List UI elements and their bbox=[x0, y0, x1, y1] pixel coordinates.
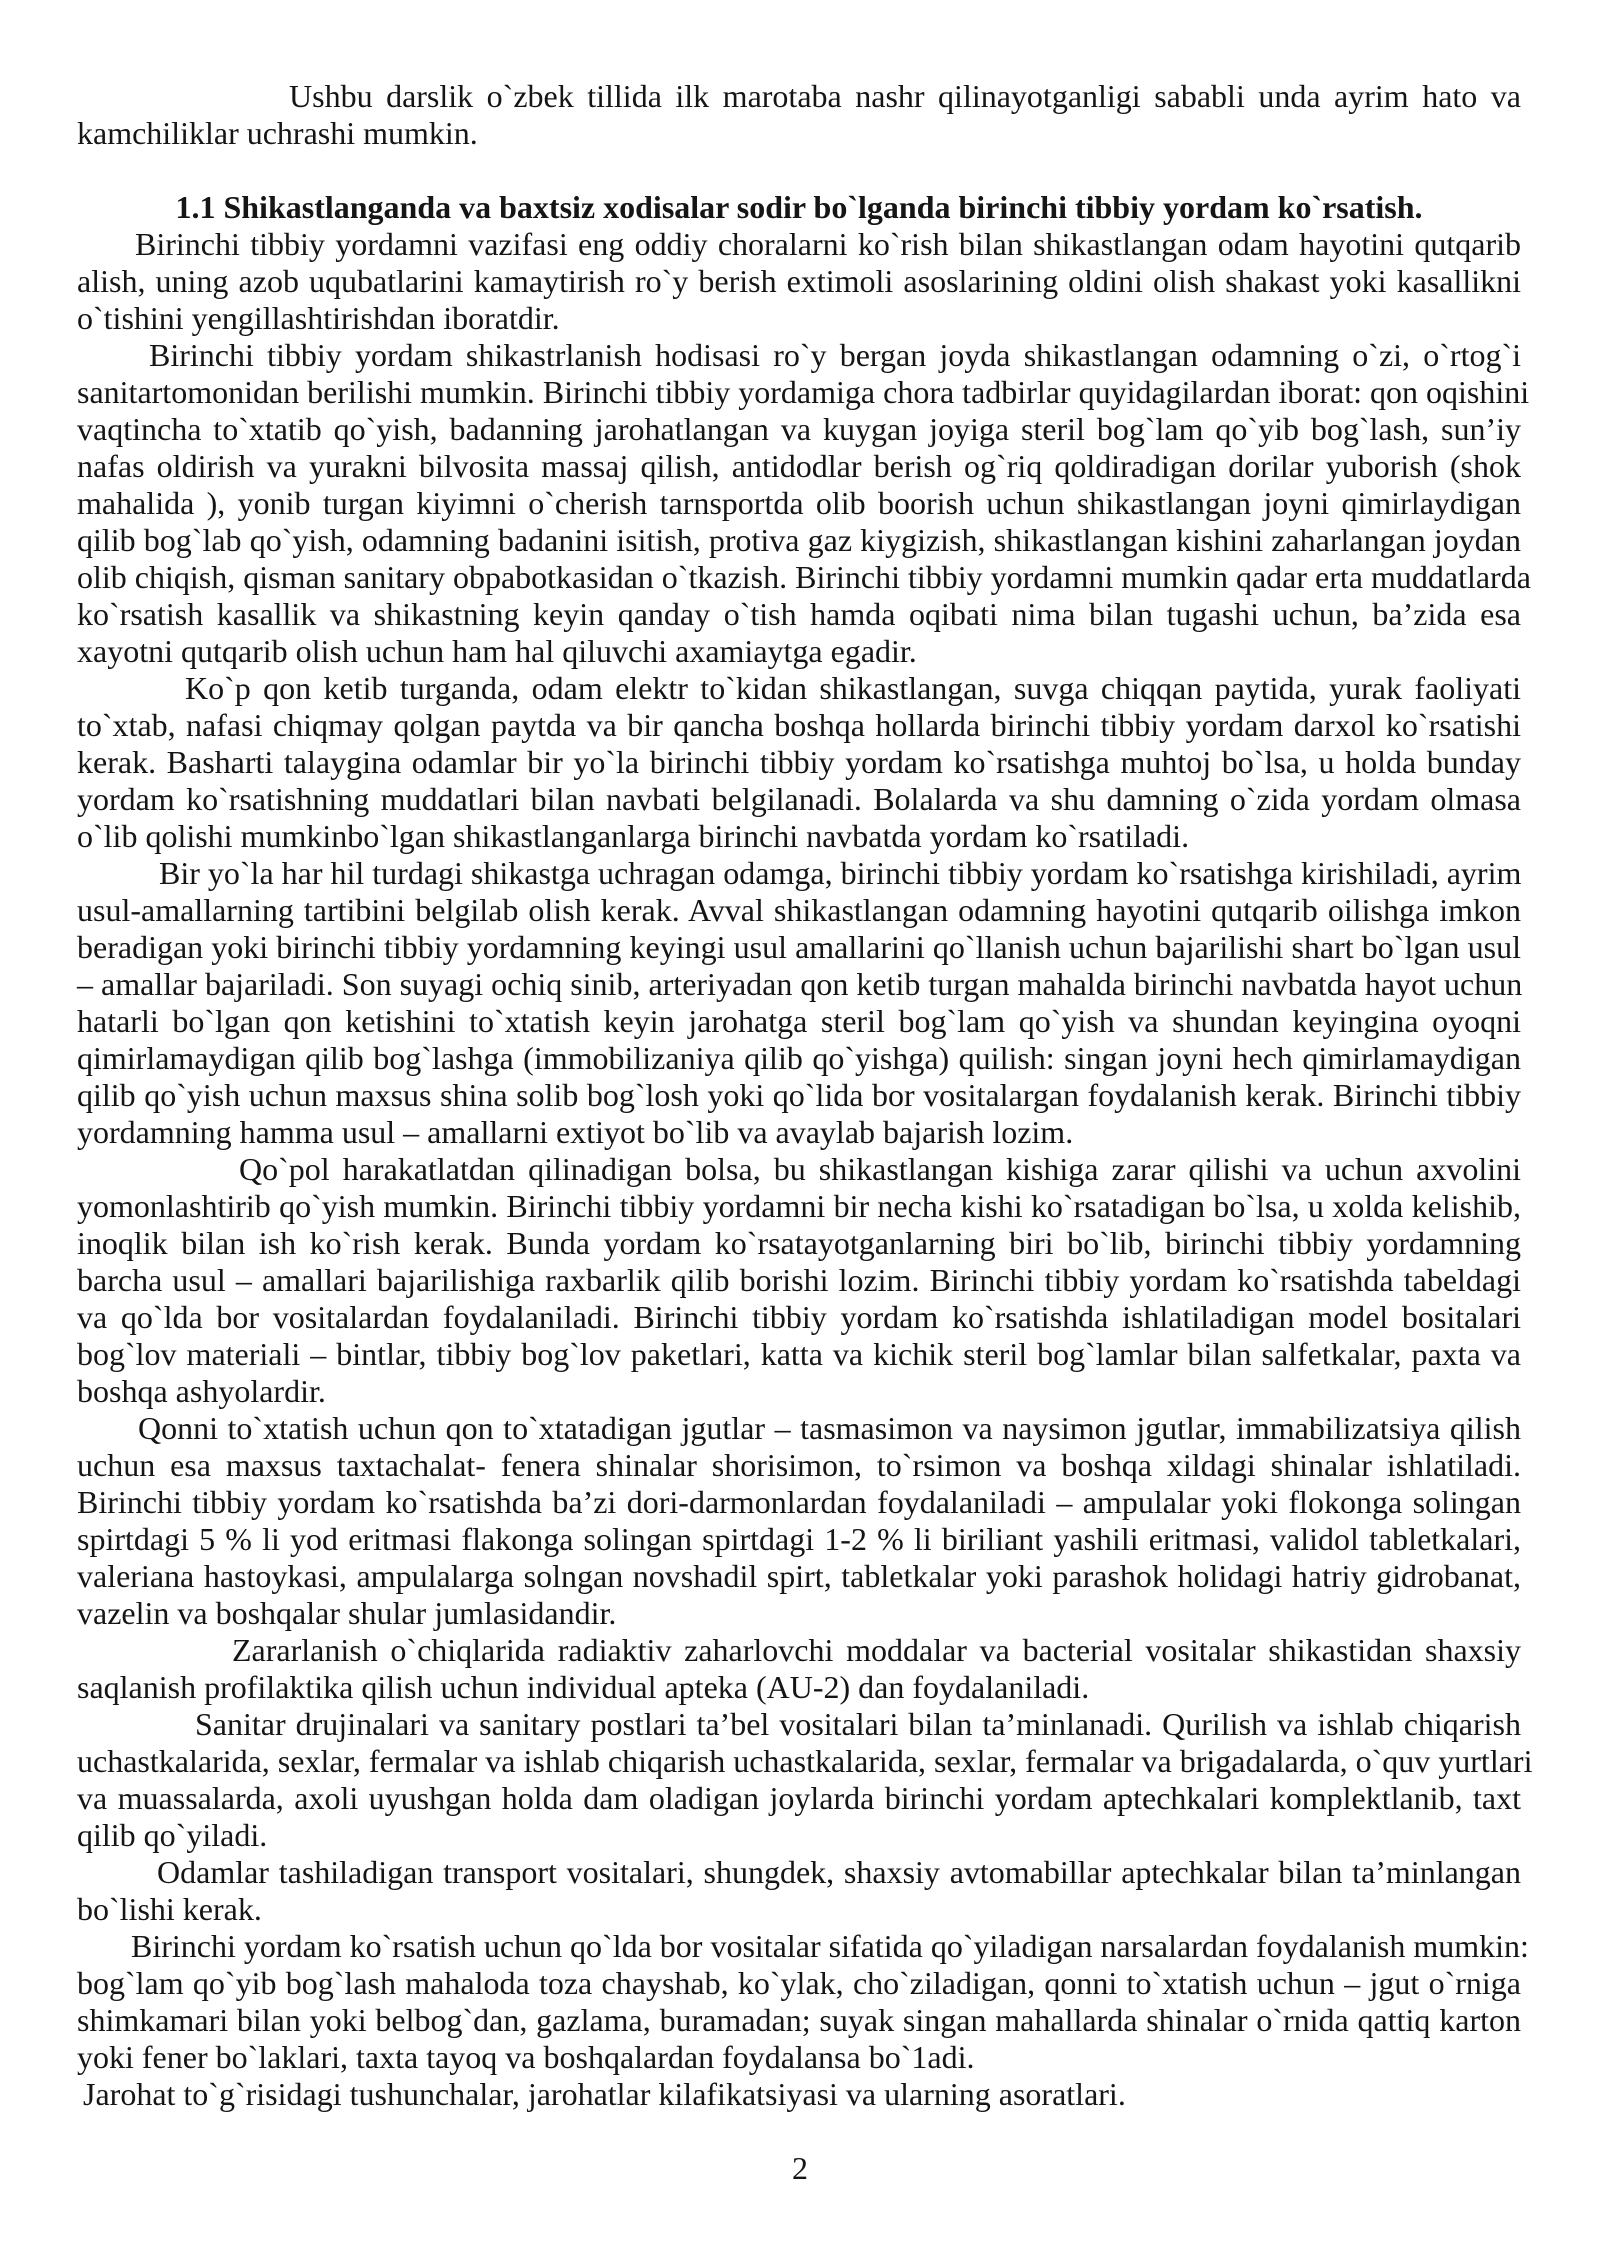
text-line: Ko`p qon ketib turganda, odam elektr to`kidan shikastlangan, suvga chiqqan paytida, yurak faoliyati bbox=[185, 670, 1521, 706]
text-line: Qonni to`xtatish uchun qon to`xtatadigan jgutlar – tasmasimon va naysimon jgutlar, immabilizatsiya qilish bbox=[138, 1410, 1521, 1446]
paragraph bbox=[77, 670, 1521, 855]
page-body bbox=[77, 78, 1533, 2113]
intro-note bbox=[77, 78, 1521, 152]
blank-line bbox=[77, 152, 1521, 189]
text-line: Sanitar drujinalari va sanitary postlari ta’bel vositalari bilan ta’minlanadi. Qurilish va ishlab chiqarish bbox=[195, 1706, 1521, 1742]
text-line: ko`rsatish kasallik va shikastning keyin qanday o`tish hamda oqibati nima bilan tugashi uchun, ba’zida esa bbox=[77, 596, 1521, 632]
paragraph bbox=[77, 1854, 1521, 1928]
text-line: Bir yo`la har hil turdagi shikastga uchragan odamga, birinchi tibbiy yordam ko`rsatishga kirishiladi, ayrim bbox=[159, 855, 1522, 891]
text-line: beradigan yoki birinchi tibbiy yordamning keyingi usul amallarini qo`llanish uchun bajarilishi shart bo`lgan usul bbox=[77, 929, 1521, 965]
text-line: Birinchi tibbiy yordam shikastrlanish hodisasi ro`y bergan joyda shikastlangan odamning o`zi, o`rtog`i bbox=[149, 337, 1521, 373]
text-line: bog`lam qo`yib bog`lash mahaloda toza chayshab, ko`ylak, cho`ziladigan, qonni to`xtatish uchun – jgut o`rniga bbox=[77, 1965, 1521, 2001]
text-line: – amallar bajariladi. Son suyagi ochiq sinib, arteriyadan qon ketib turgan mahalda birinchi navbatda hayot uchun bbox=[77, 966, 1523, 1002]
text-line: usul-amallarning tartibini belgilab olish kerak. Avval shikastlangan odamning hayotini qutqarib oilishga imkon bbox=[77, 892, 1521, 928]
text-line: vaqtincha to`xtatib qo`yish, badanning jarohatlangan va kuygan joyiga steril bog`lam qo`yib bog`lash, sun’iy bbox=[77, 411, 1521, 447]
text-line: Odamlar tashiladigan transport vositalari, shungdek, shaxsiy avtomabillar aptechkalar bilan ta’minlangan bbox=[157, 1854, 1521, 1890]
text-line: Qo`pol harakatlatdan qilinadigan bolsa, bu shikastlangan kishiga zarar qilishi va uchun axvolini bbox=[239, 1151, 1521, 1187]
text-line: xayotni qutqarib olish uchun ham hal qiluvchi axamiaytga egadir. bbox=[77, 633, 917, 669]
text-line: nafas oldirish va yurakni bilvosita massaj qilish, antidodlar berish og`riq qoldiradigan dorilar yuborish (shok bbox=[77, 448, 1521, 484]
text-line: spirtdagi 5 % li yod eritmasi flakonga solingan spirtdagi 1-2 % li biriliant yashili eritmasi, validol tabletkalari, bbox=[77, 1521, 1521, 1557]
text-line: valeriana hastoykasi, ampulalarga solngan novshadil spirt, tabletkalar yoki parashok holidagi hatriy gidrobanat, bbox=[77, 1558, 1521, 1594]
paragraph bbox=[77, 1632, 1521, 1706]
text-line: o`lib qolishi mumkinbo`lgan shikastlanganlarga birinchi navbatda yordam ko`rsatiladi. bbox=[77, 818, 1190, 854]
paragraph bbox=[77, 2076, 1521, 2113]
paragraph bbox=[77, 1151, 1521, 1410]
text-line: va muassalarda, axoli uyushgan holda dam oladigan joylarda birinchi yordam aptechkalari komplektlanib, taxt bbox=[77, 1780, 1521, 1816]
text-line: olib chiqish, qisman sanitary obpabotkasidan o`tkazish. Birinchi tibbiy yordamni mumkin qadar erta muddatlarda bbox=[77, 559, 1531, 595]
text-line: Birinchi tibbiy yordamni vazifasi eng oddiy choralarni ko`rish bilan shikastlangan odam hayotini qutqarib bbox=[135, 226, 1521, 262]
text-line: saqlanish profilaktika qilish uchun individual apteka (AU-2) dan foydalaniladi. bbox=[77, 1669, 1090, 1705]
paragraph bbox=[77, 855, 1521, 1151]
text-line: Zararlanish o`chiqlarida radiaktiv zaharlovchi moddalar va bacterial vositalar shikastidan shaxsiy bbox=[232, 1632, 1521, 1668]
page-number: 2 bbox=[792, 2150, 808, 2186]
text-line: uchastkalarida, sexlar, fermalar va ishlab chiqarish uchastkalarida, sexlar, fermalar va brigadalarda, o`quv yurtlari bbox=[77, 1743, 1533, 1779]
text-line: kerak. Basharti talaygina odamlar bir yo`la birinchi tibbiy yordam ko`rsatishga muhtoj bo`lsa, u holda bunday bbox=[77, 744, 1521, 780]
text-line: yordam ko`rsatishning muddatlari bilan navbati belgilanadi. Bolalarda va shu damning o`zida yordam olmasa bbox=[77, 781, 1521, 817]
text-line: qilib qo`yish uchun maxsus shina solib bog`losh yoki qo`lida bor vositalargan foydalanish kerak. Birinchi tibbiy bbox=[77, 1077, 1521, 1113]
text-line: barcha usul – amallari bajarilishiga raxbarlik qilib borishi lozim. Birinchi tibbiy yordam ko`rsatishda tabeldagi bbox=[77, 1262, 1521, 1298]
paragraph bbox=[77, 337, 1531, 670]
text-line: boshqa ashyolardir. bbox=[77, 1373, 326, 1409]
text-line: va qo`lda bor vositalardan foydalaniladi. Birinchi tibbiy yordam ko`rsatishda ishlatiladigan model bositalari bbox=[77, 1299, 1521, 1335]
text-line: yoki fener bo`laklari, taxta tayoq va boshqalardan foydalansa bo`1adi. bbox=[77, 2039, 975, 2075]
text-line: Birinchi yordam ko`rsatish uchun qo`lda bor vositalar sifatida qo`yiladigan narsalardan foydalanish mumkin: bbox=[131, 1928, 1529, 1964]
paragraph bbox=[77, 1410, 1521, 1632]
paragraph bbox=[77, 1928, 1529, 2076]
paragraph bbox=[77, 1706, 1533, 1854]
text-line: alish, uning azob uqubatlarini kamaytirish ro`y berish extimoli asoslarining oldini olish shakast yoki kasallikni bbox=[77, 263, 1521, 299]
text-line: Birinchi tibbiy yordam ko`rsatishda ba’zi dori-darmonlardan foydalaniladi – ampulalar yoki flokonga solingan bbox=[77, 1484, 1521, 1520]
text-line: qilib qo`yiladi. bbox=[77, 1817, 268, 1853]
text-line: Jarohat to`g`risidagi tushunchalar, jarohatlar kilafikatsiyasi va ularning asoratlari. bbox=[83, 2076, 1126, 2112]
section-heading: 1.1 Shikastlanganda va baxtsiz xodisalar sodir bo`lganda birinchi tibbiy yordam ko`rsatish. bbox=[175, 189, 1423, 225]
text-line: mahalida ), yonib turgan kiyimni o`cherish tarnsportda olib boorish uchun shikastlangan joyni qimirlaydigan bbox=[77, 485, 1521, 521]
text-line: vazelin va boshqalar shular jumlasidandir. bbox=[77, 1595, 617, 1631]
text-line: bo`lishi kerak. bbox=[77, 1891, 262, 1927]
text-line: sanitartomonidan berilishi mumkin. Birinchi tibbiy yordamiga chora tadbirlar quyidagilardan iborat: qon oqishini bbox=[77, 374, 1530, 410]
text-line: kamchiliklar uchrashi mumkin. bbox=[77, 115, 478, 151]
text-line: qilib bog`lab qo`yish, odamning badanini isitish, protiva gaz kiygizish, shikastlangan kishini zaharlangan joydan bbox=[77, 522, 1521, 558]
text-line: hatarli bo`lgan qon ketishini to`xtatish keyin jarohatga steril bog`lam qo`yish va shundan keyingina oyoqni bbox=[77, 1003, 1521, 1039]
text-line: qimirlamaydigan qilib bog`lashga (immobilizaniya qilib qo`yishga) quilish: singan joyni hech qimirlamaydigan bbox=[77, 1040, 1521, 1076]
text-line: bog`lov materiali – bintlar, tibbiy bog`lov paketlari, katta va kichik steril bog`lamlar bilan salfetkalar, paxta va bbox=[77, 1336, 1521, 1372]
text-line: shimkamari bilan yoki belbog`dan, gazlama, buramadan; suyak singan mahallarda shinalar o`rnida qattiq karton bbox=[77, 2002, 1521, 2038]
text-line: yordamning hamma usul – amallarni extiyot bo`lib va avaylab bajarish lozim. bbox=[77, 1114, 1074, 1150]
paragraph bbox=[77, 226, 1521, 337]
text-line: yomonlashtirib qo`yish mumkin. Birinchi tibbiy yordamni bir necha kishi ko`rsatadigan bo`lsa, u xolda kelishib, bbox=[77, 1188, 1521, 1224]
text-line: Ushbu darslik o`zbek tillida ilk marotaba nashr qilinayotganligi sababli unda ayrim hato va bbox=[289, 78, 1521, 114]
text-line: o`tishini yengillashtirishdan iboratdir. bbox=[77, 300, 560, 336]
text-line: uchun esa maxsus taxtachalat- fenera shinalar shorisimon, to`rsimon va boshqa xildagi shinalar ishlatiladi. bbox=[77, 1447, 1521, 1483]
text-line: to`xtab, nafasi chiqmay qolgan paytda va bir qancha boshqa hollarda birinchi tibbiy yordam darxol ko`rsatishi bbox=[77, 707, 1521, 743]
text-line: inoqlik bilan ish ko`rish kerak. Bunda yordam ko`rsatayotganlarning biri bo`lib, birinchi tibbiy yordamning bbox=[77, 1225, 1521, 1261]
